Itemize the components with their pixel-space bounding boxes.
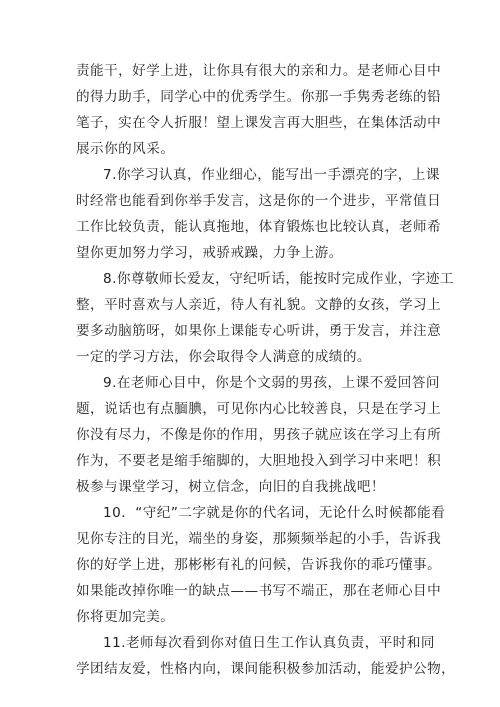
paragraph-first-line: 7.你学习认真，作业细心，能写出一手漂亮的字，上课 bbox=[103, 167, 440, 183]
text-line: 望你更加努力学习，戒骄戒躁，力争上游。 bbox=[76, 245, 343, 261]
paragraph-first-line: 10．“守纪”二字就是你的代名词，无论什么时候都能看 bbox=[103, 505, 446, 521]
text-line: 责能干，好学上进，让你具有很大的亲和力。是老师心目中 bbox=[76, 63, 442, 79]
text-line: 极参与课堂学习，树立信念，向旧的自我挑战吧！ bbox=[76, 479, 385, 495]
paragraph-first-line: 9.在老师心目中，你是个文弱的男孩，上课不爱回答问 bbox=[103, 375, 440, 391]
text-line: 时经常也能看到你举手发言，这是你的一个进步，平常值日 bbox=[76, 193, 442, 209]
text-line: 展示你的风采。 bbox=[76, 141, 175, 157]
paragraph-first-line: 8.你尊敬师长爱友，守纪听话，能按时完成作业，字迹工 bbox=[103, 271, 454, 287]
text-line: 一定的学习方法，你会取得令人满意的成绩的。 bbox=[76, 349, 371, 365]
text-line: 见你专注的目光，端坐的身姿，那频频举起的小手，告诉我 bbox=[76, 531, 442, 547]
text-line: 你没有尽力，不像是你的作用，男孩子就应该在学习上有所 bbox=[76, 427, 442, 443]
text-line: 作为，不要老是缩手缩脚的，大胆地投入到学习中来吧！积 bbox=[76, 453, 442, 469]
paragraph-first-line: 11.老师每次看到你对值日生工作认真负责，平时和同 bbox=[103, 635, 435, 651]
text-line: 学团结友爱，性格内向，课间能积极参加活动，能爱护公物， bbox=[76, 661, 456, 677]
text-line: 要多动脑筋呀，如果你上课能专心听讲，勇于发言，并注意 bbox=[76, 323, 442, 339]
text-line: 笔子，实在令人折服！望上课发言再大胆些，在集体活动中 bbox=[76, 115, 442, 131]
text-line: 你将更加完美。 bbox=[76, 609, 175, 625]
text-line: 如果能改掉你唯一的缺点——书写不端正，那在老师心目中 bbox=[76, 583, 442, 599]
text-line: 工作比较负责，能认真拖地，体育锻炼也比较认真，老师希 bbox=[76, 219, 442, 235]
document-page bbox=[76, 58, 456, 682]
text-line: 你的好学上进，那彬彬有礼的问候，告诉我你的乖巧懂事。 bbox=[76, 557, 442, 573]
text-line: 题，说话也有点腼腆，可见你内心比较善良，只是在学习上 bbox=[76, 401, 442, 417]
text-line: 的得力助手，同学心中的优秀学生。你那一手隽秀老练的铅 bbox=[76, 89, 442, 105]
text-line: 整，平时喜欢与人亲近，待人有礼貌。文静的女孩，学习上 bbox=[76, 297, 442, 313]
